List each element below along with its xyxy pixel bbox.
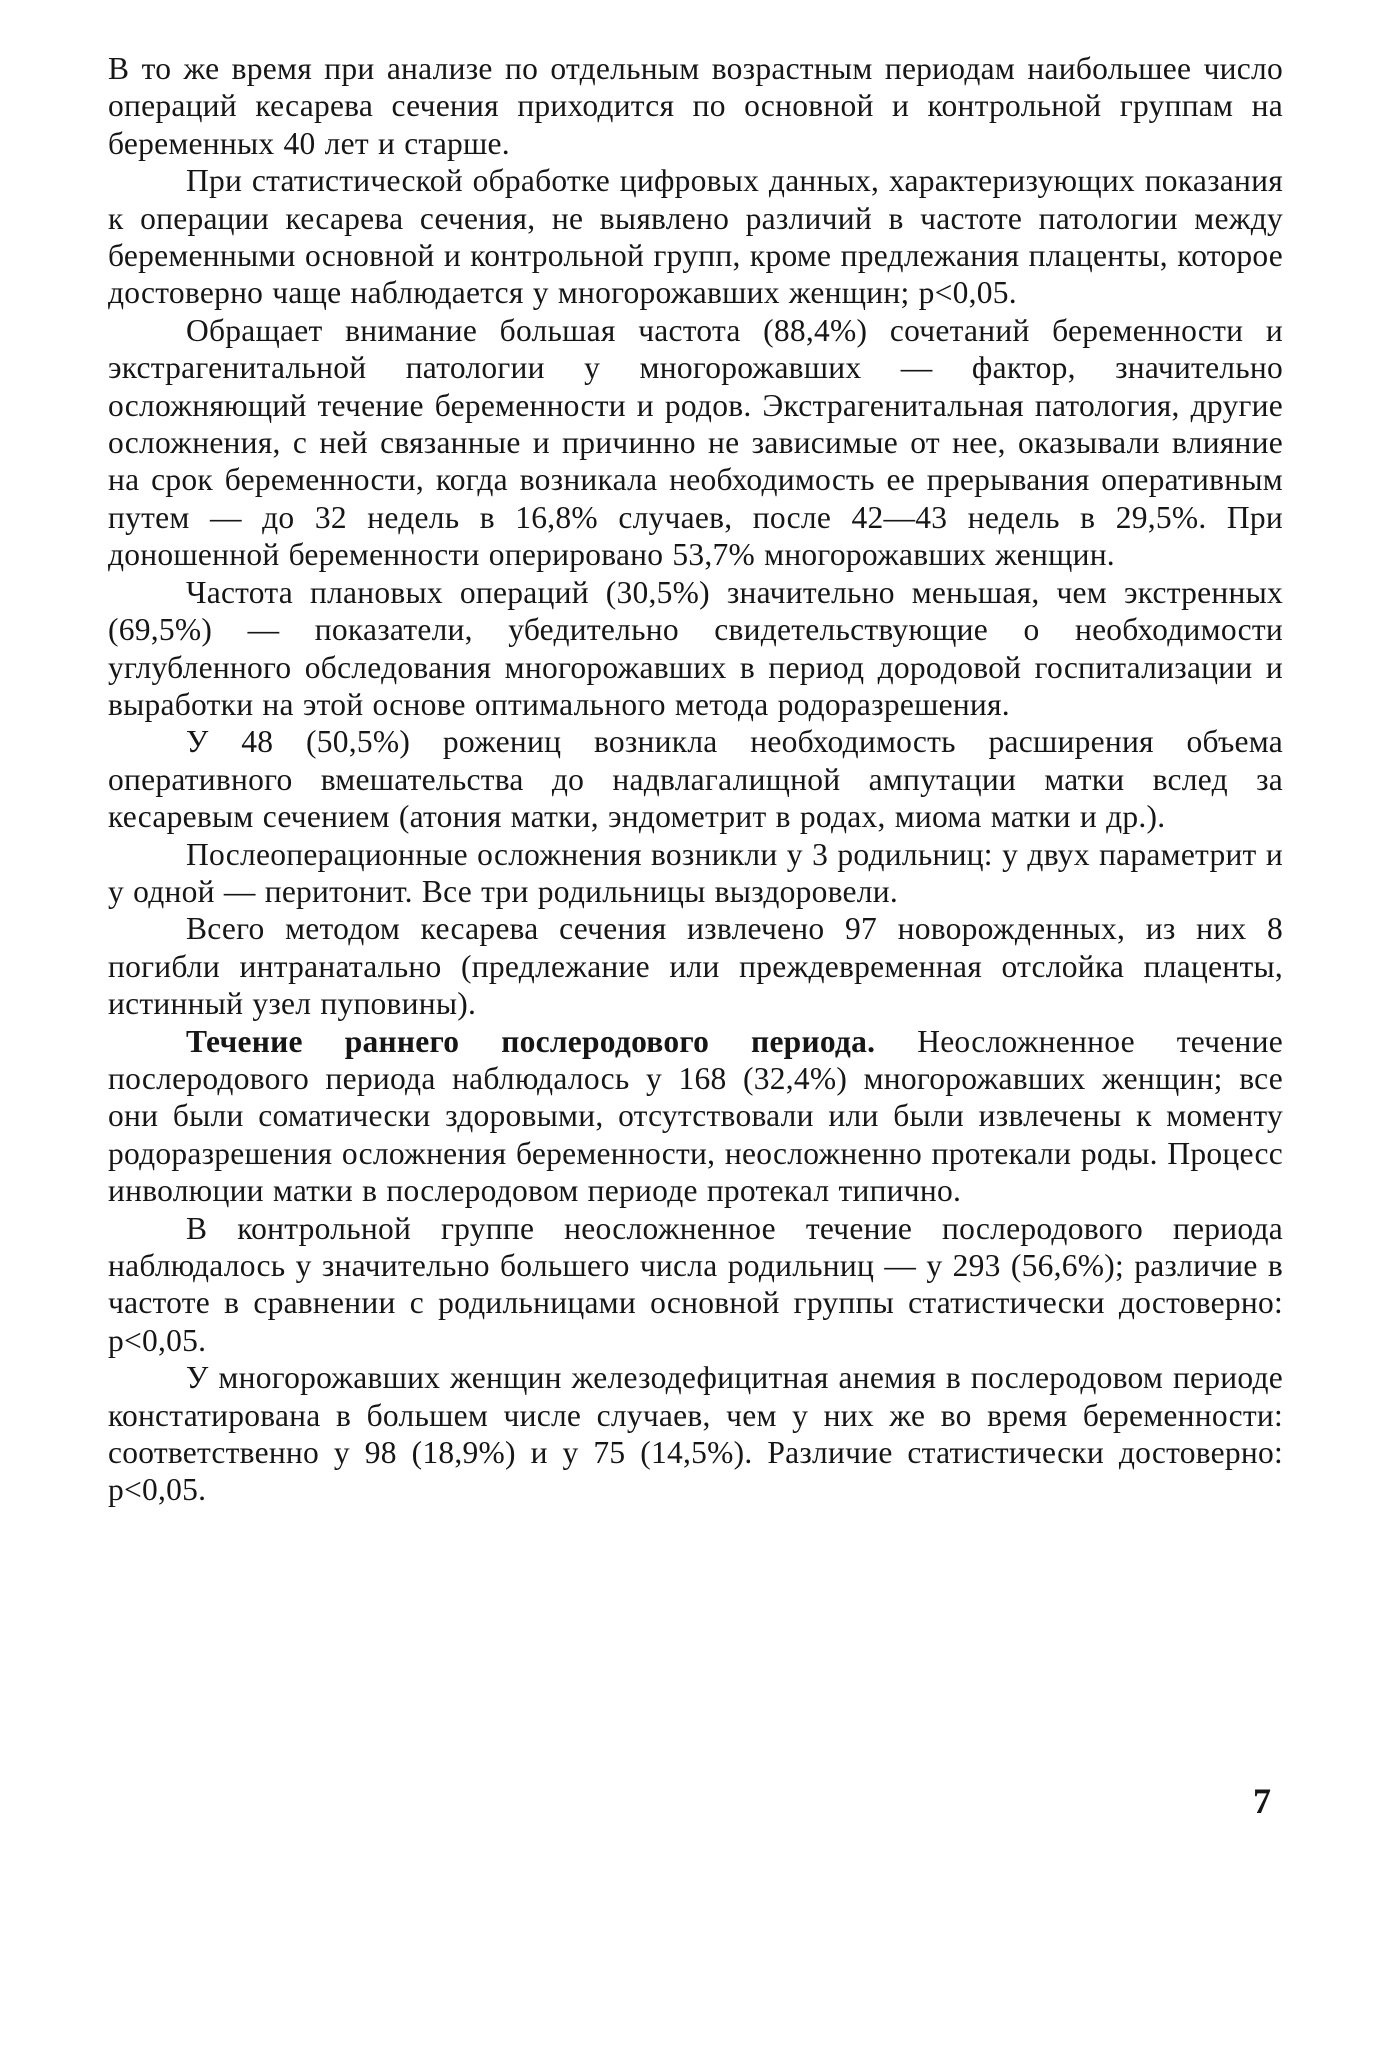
page-number: 7 — [1253, 1781, 1271, 1821]
paragraph-1 — [108, 50, 1283, 162]
paragraph-4 — [108, 574, 1283, 724]
paragraph-9 — [108, 1210, 1283, 1360]
paragraph-text: Неосложненное течение послеродового периода наблюдалось у 168 (32,4%) многорожавших женщин; все они были соматически здоровыми, отсутствовали или были извлечены к моменту родоразрешения осложнения беременности, неосложненно протекали роды. Процесс инволюции матки в послеродовом периоде протекал типично. — [108, 1023, 1283, 1209]
paragraph-2 — [108, 162, 1283, 312]
paragraph-text: Обращает внимание большая частота (88,4%) сочетаний беременности и экстрагенитальной патологии у многорожавших — фактор, значительно осложняющий течение беременности и родов. Экстрагенитальная патология, другие осложнения, с ней связанные и причинно не зависимые от нее, оказывали влияние на срок беременности, когда возникала необходимость ее прерывания оперативным путем — до 32 недель в 16,8% случаев, после 42—43 недель в 29,5%. При доношенной беременности оперировано 53,7% многорожавших женщин. — [108, 312, 1283, 573]
paragraph-3 — [108, 312, 1283, 574]
paragraph-text: Всего методом кесарева сечения извлечено 97 новорожденных, из них 8 погибли интранатально (предлежание или преждевременная отслойка плаценты, истинный узел пуповины). — [108, 911, 1283, 1022]
paragraph-text: Послеоперационные осложнения возникли у 3 родильниц: у двух параметрит и у одной — перитонит. Все три родильницы выздоровели. — [108, 836, 1283, 909]
paragraph-8 — [108, 1023, 1283, 1210]
paragraph-text: При статистической обработке цифровых данных, характеризующих показания к операции кесарева сечения, не выявлено различий в частоте патологии между беременными основной и контрольной групп, кроме предлежания плаценты, которое достоверно чаще наблюдается у многорожавших женщин; р<0,05. — [108, 163, 1283, 311]
paragraph-text: В контрольной группе неосложненное течение послеродового периода наблюдалось у значительно большего числа родильниц — у 293 (56,6%); различие в частоте в сравнении с родильницами основной группы статистически достоверно: р<0,05. — [108, 1210, 1283, 1358]
paragraph-text: У многорожавших женщин железодефицитная анемия в послеродовом периоде констатирована в большем числе случаев, чем у них же во время беременности: соответственно у 98 (18,9%) и у 75 (14,5%). Различие статистически достоверно: р<0,05. — [108, 1360, 1283, 1508]
paragraph-7 — [108, 910, 1283, 1022]
paragraph-text: Частота плановых операций (30,5%) значительно меньшая, чем экстренных (69,5%) — показатели, убедительно свидетельствующие о необходимости углубленного обследования многорожавших в период дородовой госпитализации и выработки на этой основе оптимального метода родоразрешения. — [108, 574, 1283, 722]
paragraph-5 — [108, 723, 1283, 835]
paragraph-text: У 48 (50,5%) рожениц возникла необходимость расширения объема оперативного вмешательства до надвлагалищной ампутации матки вслед за кесаревым сечением (атония матки, эндометрит в родах, миома матки и др.). — [108, 724, 1283, 835]
paragraph-text: В то же время при анализе по отдельным возрастным периодам наибольшее число операций кесарева сечения приходится по основной и контрольной группам на беременных 40 лет и старше. — [108, 51, 1283, 161]
paragraph-6 — [108, 836, 1283, 911]
paragraph-10 — [108, 1359, 1283, 1509]
body-text — [108, 50, 1283, 1509]
section-heading: Течение раннего послеродового периода. — [186, 1023, 876, 1059]
